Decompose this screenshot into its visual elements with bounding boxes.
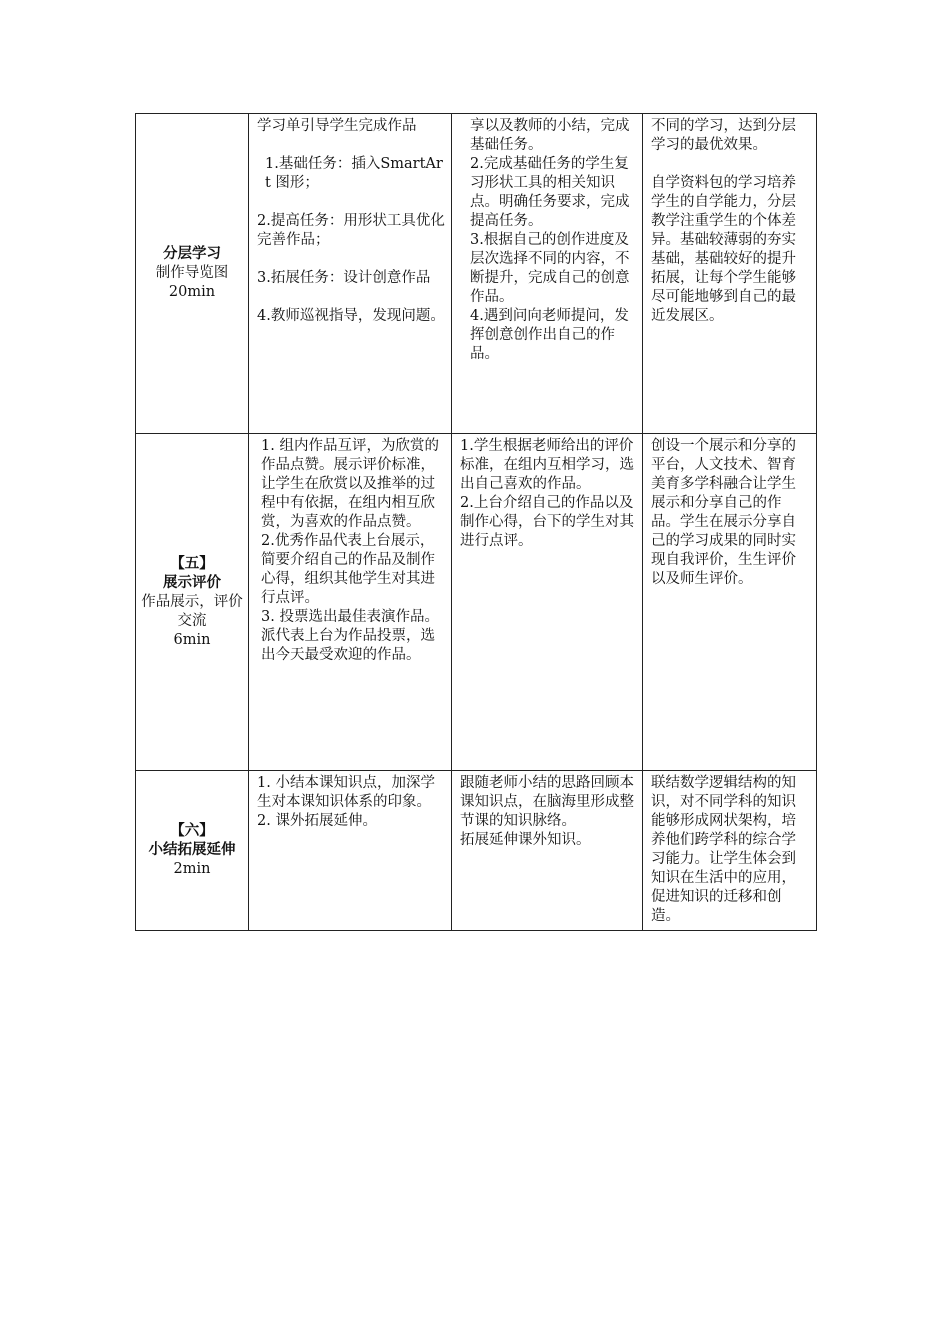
design-intent-text: 创设一个展示和分享的平台，人文技术、智育美育多学科融合让学生展示和分享自己的作品。学生在展示分享自己的学习成果的同时实现自我评价，生生评价以及师生评价。 <box>651 438 796 587</box>
stage-name: 分层学习 <box>163 246 221 262</box>
student-activity-cell <box>452 771 643 931</box>
teacher-activity-cell <box>249 114 452 434</box>
teacher-activity-cell <box>249 434 452 771</box>
stage-subtitle: 作品展示，评价交流 <box>141 593 243 629</box>
stage-time: 2min <box>173 861 211 877</box>
table-row <box>136 114 817 434</box>
stage-time: 6min <box>173 631 211 648</box>
teacher-activity-text: 3. 投票选出最佳表演作品。派代表上台为作品投票，选出今天最受欢迎的作品。 <box>261 609 439 663</box>
teacher-activity-text: 2.提高任务：用形状工具优化完善作品； <box>257 213 445 248</box>
stage-time: 20min <box>168 284 216 300</box>
lesson-plan-table <box>135 113 817 931</box>
student-activity-text: 拓展延伸课外知识。 <box>460 832 591 848</box>
design-intent-text: 不同的学习，达到分层学习的最优效果。 <box>651 118 796 153</box>
student-activity-cell <box>452 114 643 434</box>
student-activity-cell <box>452 434 643 771</box>
stage-cell <box>136 114 249 434</box>
design-intent-text: 联结数学逻辑结构的知识，对不同学科的知识能够形成网状架构，培养他们跨学科的综合学习能力。让学生体会到知识在生活中的应用，促进知识的迁移和创造。 <box>651 775 796 924</box>
teacher-activity-text: 4.教师巡视指导，发现问题。 <box>257 308 445 324</box>
design-intent-text: 自学资料包的学习培养学生的自学能力，分层教学注重学生的个体差异。基础较薄弱的夯实基础，基础较好的提升拓展，让每个学生能够尽可能地够到自己的最近发展区。 <box>651 175 796 324</box>
stage-number: 【五】 <box>170 555 214 572</box>
stage-cell <box>136 771 249 931</box>
student-activity-text: 2.上台介绍自己的作品以及制作心得，台下的学生对其进行点评。 <box>460 495 634 549</box>
student-activity-text: 3.根据自己的创作进度及层次选择不同的内容，不断提升，完成自己的创意作品。 <box>470 232 630 305</box>
stage-cell <box>136 434 249 771</box>
student-activity-text: 1.学生根据老师给出的评价标准，在组内互相学习，选出自己喜欢的作品。 <box>460 438 634 492</box>
stage-subtitle: 制作导览图 <box>155 265 229 281</box>
teacher-activity-cell <box>249 771 452 931</box>
teacher-activity-text: 1.基础任务：插入SmartArt 图形； <box>265 156 443 191</box>
table-row <box>136 771 817 931</box>
design-intent-cell <box>643 114 817 434</box>
student-activity-text: 跟随老师小结的思路回顾本课知识点，在脑海里形成整节课的知识脉络。 <box>460 775 634 829</box>
stage-name: 展示评价 <box>163 574 221 591</box>
stage-name: 小结拓展延伸 <box>148 842 236 858</box>
student-activity-text: 享以及教师的小结，完成基础任务。 <box>470 118 630 153</box>
teacher-activity-text: 1. 组内作品互评，为欣赏的作品点赞。展示评价标准，让学生在欣赏以及推举的过程中有依据，在组内相互欣赏，为喜欢的作品点赞。 <box>261 438 439 530</box>
design-intent-cell <box>643 771 817 931</box>
student-activity-text: 4.遇到问向老师提问，发挥创意创作出自己的作品。 <box>470 308 629 362</box>
teacher-activity-text: 1. 小结本课知识点，加深学生对本课知识体系的印象。 <box>257 775 435 810</box>
teacher-activity-text: 3.拓展任务：设计创意作品 <box>257 270 431 286</box>
teacher-activity-text: 2.优秀作品代表上台展示，简要介绍自己的作品及制作心得，组织其他学生对其进行点评。 <box>261 533 435 606</box>
stage-number: 【六】 <box>170 823 214 839</box>
student-activity-text: 2.完成基础任务的学生复习形状工具的相关知识点。明确任务要求，完成提高任务。 <box>470 156 630 229</box>
design-intent-cell <box>643 434 817 771</box>
table-row <box>136 434 817 771</box>
teacher-activity-text: 2. 课外拓展延伸。 <box>257 813 377 829</box>
teacher-activity-text: 学习单引导学生完成作品 <box>257 118 417 134</box>
